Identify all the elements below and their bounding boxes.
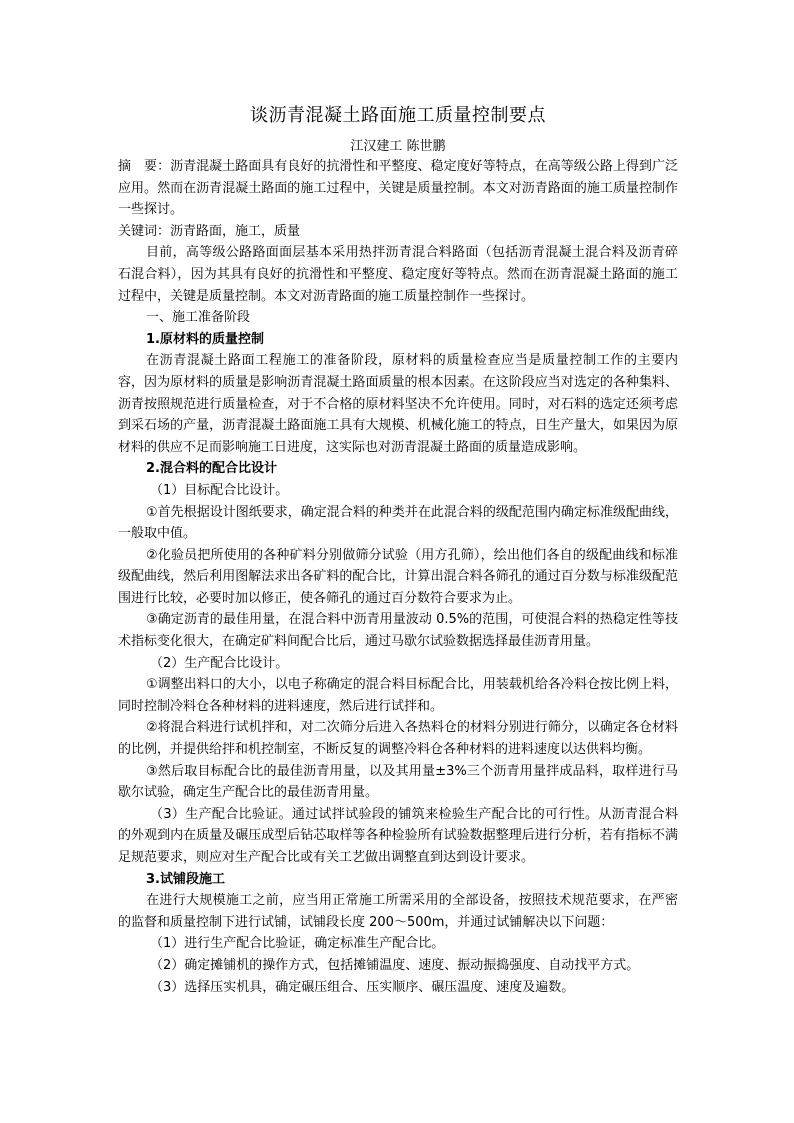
paragraph-production-2: ②将混合料进行试机拌和，对二次筛分后进入各热料仓的材料分别进行筛分，以确定各仓材料的比例，并提供给拌和机控制室，不断反复的调整冷料仓各种材料的进料速度以达供料均衡。 [118,720,678,758]
item-production-mix-design: （2）生产配合比设计。 [150,655,289,671]
paragraph-raw-materials: 在沥青混凝土路面工程施工的准备阶段，原材料的质量检查应当是质量控制工作的主要内容，因为原材料的质量是影响沥青混凝土路面质量的根本因素。在这阶段应当对选定的各种集料、沥青按照规范进行质量检查，对于不合格的原材料坚决不允许使用。同时，对石料的选定还须考虑到采石场的产量，沥青混凝土路面施工具有大规模、机械化施工的特点，日生产量大，如果因为原材料的供应不足而影响施工日进度，这实际也对沥青混凝土路面的质量造成影响。 [118,353,678,455]
keywords: 关键词：沥青路面，施工，质量 [118,223,301,239]
document-title: 谈沥青混凝土路面施工质量控制要点 [250,105,546,126]
list-item-trial-2: （2）确定摊铺机的操作方式，包括摊铺温度、速度、振动振捣强度、自动找平方式。 [150,957,640,973]
document-body [118,104,678,998]
paragraph-target-3: ③确定沥青的最佳用量，在混合料中沥青用量波动 0.5%的范围，可使混合料的热稳定性等技术指标变化很大，在确定矿料间配合比后，通过马歇尔试验数据选择最佳沥青用量。 [118,612,678,650]
document-authors: 江汉建工 陈世鹏 [350,139,446,154]
list-item-trial-1: （1）进行生产配合比验证，确定标准生产配合比。 [150,936,445,952]
list-item-trial-3: （3）选择压实机具，确定碾压组合、压实顺序、碾压温度、速度及遍数。 [150,979,575,995]
abstract-text: 沥青混凝土路面具有良好的抗滑性和平整度、稳定度好等特点，在高等级公路上得到广泛应用。然而在沥青混凝土路面的施工过程中，关键是质量控制。本文对沥青路面的施工质量控制作一些探讨。 [118,159,678,218]
subsection-heading-2: 2.混合料的配合比设计 [146,461,277,477]
paragraph-production-verification: （3）生产配合比验证。通过试拌试验段的铺筑来检验生产配合比的可行性。从沥青混合料的外观到内在质量及碾压成型后钻芯取样等各种检验所有试验数据整理后进行分析，若有指标不满足规范要求，则应对生产配合比或有关工艺做出调整直到达到设计要求。 [118,806,678,865]
paragraph-target-2: ②化验员把所使用的各种矿料分别做筛分试验（用方孔筛），绘出他们各自的级配曲线和标准级配曲线，然后利用图解法求出各矿料的配合比，计算出混合料各筛孔的通过百分数与标准级配范围进行比较，必要时加以修正，使各筛孔的通过百分数符合要求为止。 [118,547,678,606]
paragraph-trial-section: 在进行大规模施工之前，应当用正常施工所需采用的全部设备，按照技术规范要求，在严密的监督和质量控制下进行试铺，试铺段长度 200～500m，并通过试铺解决以下问题： [118,893,678,930]
subsection-heading-1: 1.原材料的质量控制 [146,331,264,347]
subsection-heading-3: 3.试铺段施工 [146,871,225,887]
paragraph-production-1: ①调整出料口的大小，以电子称确定的混合料目标配合比，用装载机给各冷料仓按比例上料，同时控制冷料仓各种材料的进料速度，然后进行试拌和。 [118,677,678,714]
paragraph-target-1: ①首先根据设计图纸要求，确定混合料的种类并在此混合料的级配范围内确定标准级配曲线，一般取中值。 [118,504,678,542]
intro-paragraph: 目前，高等级公路路面面层基本采用热拌沥青混合料路面（包括沥青混凝土混合料及沥青碎石混合料），因为其具有良好的抗滑性和平整度、稳定度好等特点。然而在沥青混凝土路面的施工过程中，关键是质量控制。本文对沥青路面的施工质量控制作一些探讨。 [118,245,678,304]
paragraph-production-3: ③然后取目标配合比的最佳沥青用量，以及其用量±3%三个沥青用量拌成品料，取样进行马歇尔试验，确定生产配合比的最佳沥青用量。 [118,763,678,801]
section-heading-1: 一、施工准备阶段 [146,310,251,326]
abstract-label: 摘 要： [118,159,171,174]
abstract [118,156,678,221]
item-target-mix-design: （1）目标配合比设计。 [150,482,289,498]
